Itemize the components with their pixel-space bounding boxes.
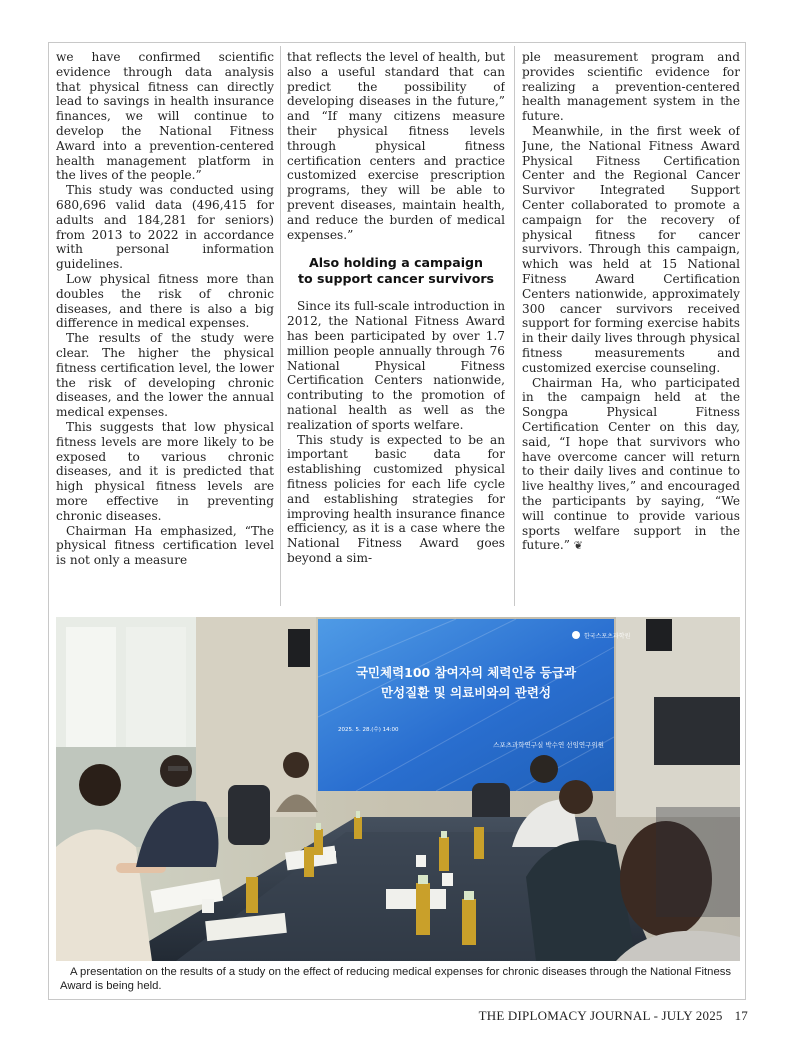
subheading-line: to support cancer survivors <box>297 271 495 287</box>
end-mark-icon: ❦ <box>573 539 583 553</box>
paragraph: ple measurement program and provides scientific evidence for realizing a prevention-centered health management system in the future. <box>522 50 740 124</box>
paragraph: Low physical fitness more than doubles the risk of chronic diseases, and there is also a big difference in medical expenses. <box>56 271 274 331</box>
slide-logo-text: 한국스포츠과학원 <box>584 633 631 640</box>
column-rule <box>514 46 515 606</box>
slide-title-line: 국민체력100 참여자의 체력인증 등급과 <box>355 665 577 680</box>
paragraph: This suggests that low physical fitness levels are more likely to be exposed to various chronic diseases, and it is predicted that high physical fitness levels are more effective in preventing chronic diseases. <box>56 419 274 523</box>
article-column-2 <box>287 50 505 608</box>
paragraph: Since its full-scale introduction in 2012, the National Fitness Award has been participated by over 1.7 million people annually through 76 National Physical Fitness Certification Centers nationwide, contributing to the promotion of national health as well as the realization of sports welfare. <box>287 299 505 432</box>
subheading-line: Also holding a campaign <box>308 255 483 271</box>
paragraph: This study was conducted using 680,696 valid data (496,415 for adults and 184,281 for seniors) from 2013 to 2022 in accordance with personal information guidelines. <box>56 183 274 272</box>
article-column-1 <box>56 50 274 608</box>
paragraph: The results of the study were clear. The higher the physical fitness certification level, the lower the risk of developing chronic diseases, and the lower the annual medical expenses. <box>56 331 274 420</box>
photo-caption: A presentation on the results of a study on the effect of reducing medical expenses for chronic diseases through the National Fitness Award is being held. <box>60 966 732 992</box>
slide-title-line: 만성질환 및 의료비와의 관련성 <box>380 685 552 700</box>
paragraph: This study is expected to be an important basic data for establishing customized physical fitness policies for each life cycle and establishing strategies for improving health insurance finance efficiency, as it is a case where the National Fitness Award goes beyond a sim- <box>287 432 505 565</box>
paragraph: Meanwhile, in the first week of June, the National Fitness Award Physical Fitness Certification Center and the Regional Cancer Survivor Integrated Support Center collaborated to promote a campaign for the recovery of physical fitness for cancer survivors. Through this campaign, which was held at 15 National Fitness Award Certification Centers nationwide, approximately 300 cancer survivors received support for forming exercise habits in their daily lives through physical fitness measurements and customized exercise counseling. <box>522 123 740 375</box>
slide-logo-icon <box>572 631 580 639</box>
page-number: 17 <box>734 1008 748 1023</box>
meeting-photo <box>56 617 740 961</box>
article-column-3 <box>522 50 740 608</box>
page-footer <box>479 1008 748 1024</box>
slide-date: 2025. 5. 28.(수) 14:00 <box>338 727 399 733</box>
paragraph <box>522 376 740 555</box>
column-rule <box>280 46 281 606</box>
slide-presenter: 스포츠과학연구실 박수연 선임연구위원 <box>493 741 604 749</box>
paragraph: we have confirmed scientific evidence through data analysis that physical fitness can directly lead to savings in health insurance finances, we will continue to develop the National Fitness Award into a prevention-centered health management platform in the lives of the people.” <box>56 50 274 183</box>
section-subheading <box>287 255 505 287</box>
paragraph: that reflects the level of health, but also a useful standard that can predict the possibility of developing diseases in the future,” and “If many citizens measure their physical fitness levels through physical fitness certification centers and practice customized exercise prescription programs, they will be able to prevent diseases, maintain health, and reduce the burden of medical expenses.” <box>287 50 505 242</box>
paragraph: Chairman Ha emphasized, “The physical fitness certification level is not only a measure <box>56 523 274 568</box>
publication-name: THE DIPLOMACY JOURNAL - JULY 2025 <box>478 1008 723 1023</box>
paragraph-text: Chairman Ha, who participated in the campaign held at the Songpa Physical Fitness Certification Center on this day, said, “I hope that survivors who have overcome cancer will return to their daily lives and continue to live healthy lives,” and encouraged the participants by saying, “We will continue to provide various sports welfare support in the future.” <box>522 375 740 553</box>
